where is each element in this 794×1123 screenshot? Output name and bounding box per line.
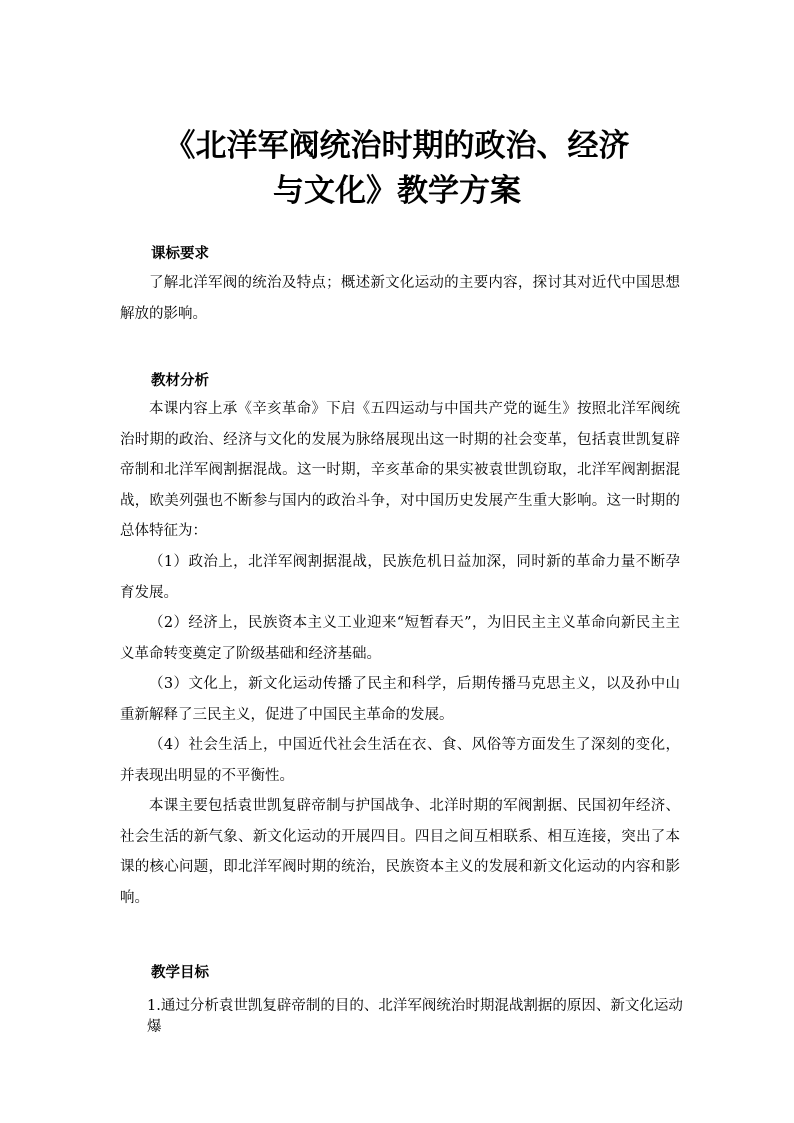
section-heading-material-analysis: 教材分析 (151, 373, 209, 389)
paragraph-feature-society: （4）社会生活上，中国近代社会生活在衣、食、风俗等方面发生了深刻的变化，并表现出明显的不平衡性。 (120, 737, 680, 784)
paragraph-feature-economy: （2）经济上，民族资本主义工业迎来“短暂春天”，为旧民主主义革命向新民主主义革命转变奠定了阶级基础和经济基础。 (120, 615, 680, 662)
title-line-1: 《北洋军阀统治时期的政治、经济 (164, 128, 630, 164)
section-heading-teaching-goals: 教学目标 (151, 965, 209, 981)
goal-item-1: 1.通过分析袁世凯复辟帝制的目的、北洋军阀统治时期混战割据的原因、新文化运动爆 (147, 998, 683, 1035)
paragraph-curriculum: 了解北洋军阀的统治及特点；概述新文化运动的主要内容，探讨其对近代中国思想解放的影响。 (120, 275, 680, 322)
paragraph-material-intro: 本课内容上承《辛亥革命》下启《五四运动与中国共产党的诞生》按照北洋军阀统治时期的政治、经济与文化的发展为脉络展现出这一时期的社会变革，包括袁世凯复辟帝制和北洋军阀割据混战。这一时期，辛亥革命的果实被袁世凯窃取，北洋军阀割据混战，欧美列强也不断参与国内的政治斗争，对中国历史发展产生重大影响。这一时期的总体特征为： (120, 401, 680, 539)
paragraph-feature-politics: （1）政治上，北洋军阀割据混战，民族危机日益加深，同时新的革命力量不断孕育发展。 (120, 554, 680, 601)
paragraph-lesson-structure: 本课主要包括袁世凯复辟帝制与护国战争、北洋时期的军阀割据、民国初年经济、社会生活的新气象、新文化运动的开展四目。四目之间互相联系、相互连接，突出了本课的核心问题，即北洋军阀时期的统治，民族资本主义的发展和新文化运动的内容和影响。 (120, 798, 680, 906)
title-line-2: 与文化》教学方案 (273, 173, 521, 209)
paragraph-feature-culture: （3）文化上，新文化运动传播了民主和科学，后期传播马克思主义，以及孙中山重新解释了三民主义，促进了中国民主革命的发展。 (120, 676, 680, 723)
section-heading-curriculum: 课标要求 (151, 246, 209, 262)
